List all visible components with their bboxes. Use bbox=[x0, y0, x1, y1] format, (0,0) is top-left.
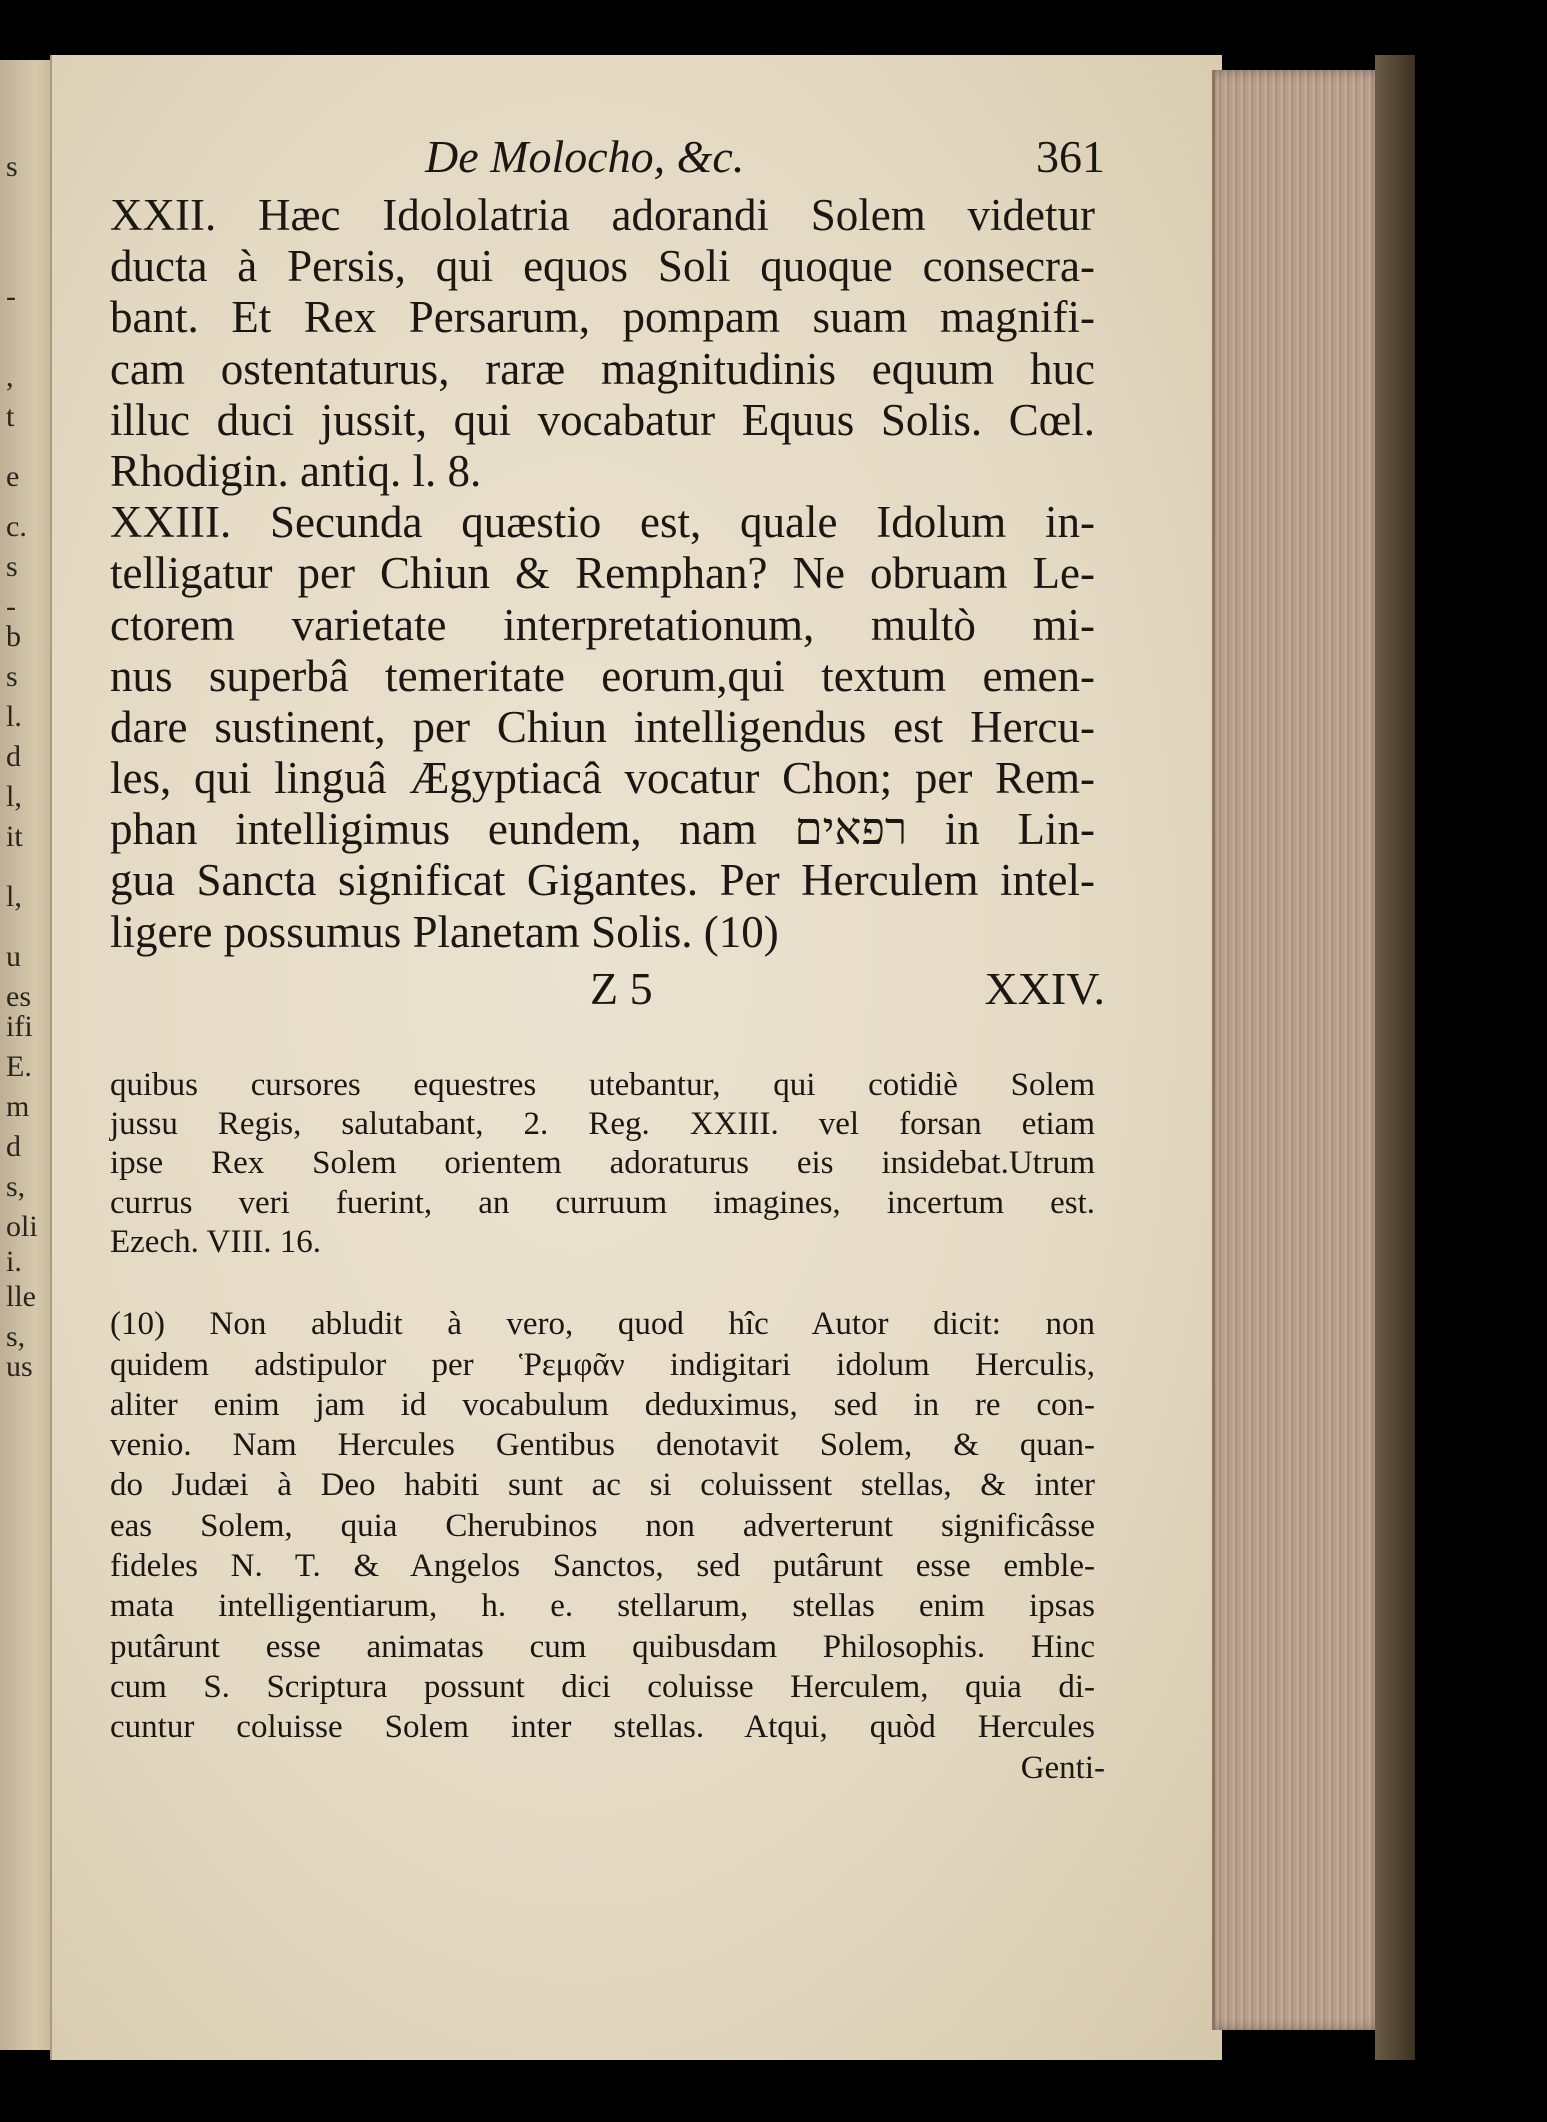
body-line: phan intelligimus eundem, nam רפאים in Lin- bbox=[110, 804, 1095, 855]
note-line: ipse Rex Solem orientem adoraturus eis insidebat.Utrum bbox=[110, 1145, 1095, 1182]
signature-line bbox=[110, 958, 1105, 1018]
note-line: quibus cursores equestres utebantur, qui cotidiè Solem bbox=[110, 1066, 1095, 1103]
facing-page-fragment: u bbox=[6, 940, 21, 973]
body-line: XXIII. Secunda quæstio est, quale Idolum in- bbox=[110, 497, 1095, 548]
facing-page-fragment: - bbox=[6, 590, 16, 623]
facing-page-fragment: oli bbox=[6, 1210, 38, 1243]
note-line: venio. Nam Hercules Gentibus denotavit Solem, & quan- bbox=[110, 1427, 1095, 1464]
facing-page-fragment: l, bbox=[6, 880, 22, 913]
note-line: aliter enim jam id vocabulum deduximus, sed in re con- bbox=[110, 1386, 1095, 1423]
footnote-10 bbox=[110, 1304, 1105, 1787]
footnote-continuation bbox=[110, 1066, 1095, 1262]
facing-page-fragment: d bbox=[6, 1130, 21, 1163]
facing-page-fragment: i. bbox=[6, 1245, 22, 1278]
facing-page-fragment: s bbox=[6, 150, 18, 183]
note-line: putârunt esse animatas cum quibusdam Philosophis. Hinc bbox=[110, 1628, 1095, 1665]
body-line: les, qui linguâ Ægyptiacâ vocatur Chon; per Rem- bbox=[110, 753, 1095, 804]
note-line: cuntur coluisse Solem inter stellas. Atqui, quòd Hercules bbox=[110, 1709, 1095, 1746]
body-line: Rhodigin. antiq. l. 8. bbox=[110, 445, 482, 496]
facing-page-fragment: lle bbox=[6, 1280, 36, 1313]
note-line: mata intelligentiarum, h. e. stellarum, stellas enim ipsas bbox=[110, 1588, 1095, 1625]
note-line: jussu Regis, salutabant, 2. Reg. XXIII. vel forsan etiam bbox=[110, 1106, 1095, 1143]
note-line: currus veri fuerint, an curruum imagines, incertum est. bbox=[110, 1184, 1095, 1221]
page-text bbox=[110, 130, 1105, 1788]
body-line: telligatur per Chiun & Remphan? Ne obruam Le- bbox=[110, 548, 1095, 599]
body-line: bant. Et Rex Persarum, pompam suam magnifi- bbox=[110, 292, 1095, 343]
facing-page-fragment: us bbox=[6, 1350, 33, 1383]
note-line: Ezech. VIII. 16. bbox=[110, 1224, 322, 1260]
body-line: ligere possumus Planetam Solis. (10) bbox=[110, 906, 779, 957]
facing-page-fragment: m bbox=[6, 1090, 30, 1123]
page-number: 361 bbox=[1036, 131, 1105, 182]
facing-page-fragment: s, bbox=[6, 1170, 26, 1203]
body-line: gua Sancta significat Gigantes. Per Herculem intel- bbox=[110, 855, 1095, 906]
running-head: De Molocho, &c. bbox=[425, 131, 745, 182]
body-line: ctorem varietate interpretationum, multò mi- bbox=[110, 599, 1095, 650]
facing-page-fragment: ifi bbox=[6, 1010, 33, 1043]
facing-page-fragment: E. bbox=[6, 1050, 32, 1083]
facing-page-fragment: s bbox=[6, 550, 18, 583]
facing-page-fragment: , bbox=[6, 360, 14, 393]
catchword-bottom: Genti- bbox=[1020, 1749, 1105, 1786]
body-line: XXII. Hæc Idololatria adorandi Solem videtur bbox=[110, 190, 1095, 240]
main-text bbox=[110, 190, 1095, 958]
body-line: ducta à Persis, qui equos Soli quoque consecra- bbox=[110, 241, 1095, 292]
note-line: fideles N. T. & Angelos Sanctos, sed putârunt esse emble- bbox=[110, 1548, 1095, 1585]
facing-page-fragment: - bbox=[6, 280, 16, 313]
body-line: dare sustinent, per Chiun intelligendus est Hercu- bbox=[110, 701, 1095, 752]
book-cover-edge bbox=[1375, 55, 1415, 2060]
facing-page-fragment: es bbox=[6, 980, 31, 1013]
facing-page-fragment: l, bbox=[6, 780, 22, 813]
facing-page-fragment: it bbox=[6, 820, 23, 853]
facing-page-fragment: b bbox=[6, 620, 21, 653]
facing-page-fragment: c. bbox=[6, 510, 27, 543]
facing-page-fragment: d bbox=[6, 740, 21, 773]
body-line: illuc duci jussit, qui vocabatur Equus Solis. Cœl. bbox=[110, 394, 1095, 445]
page-header bbox=[110, 130, 1105, 190]
note-line: (10) Non abludit à vero, quod hîc Autor dicit: non bbox=[110, 1306, 1095, 1343]
facing-page-fragment: l. bbox=[6, 700, 22, 733]
facing-page-letters bbox=[2, 60, 48, 2050]
note-line: do Judæi à Deo habiti sunt ac si coluissent stellas, & inter bbox=[110, 1467, 1095, 1504]
note-line: cum S. Scriptura possunt dici coluisse Herculem, quia di- bbox=[110, 1668, 1095, 1705]
note-line: eas Solem, quia Cherubinos non adverterunt significâsse bbox=[110, 1507, 1095, 1544]
facing-page-fragment: s, bbox=[6, 1320, 26, 1353]
catchword: XXIV. bbox=[984, 962, 1105, 1014]
body-line: cam ostentaturus, raræ magnitudinis equum huc bbox=[110, 343, 1095, 394]
facing-page-fragment: e bbox=[6, 460, 20, 493]
facing-page-fragment: s bbox=[6, 660, 18, 693]
note-line: quidem adstipulor per Ῥεμφᾶν indigitari idolum Herculis, bbox=[110, 1346, 1095, 1383]
facing-page-edge bbox=[0, 60, 50, 2050]
signature-mark: Z 5 bbox=[590, 962, 653, 1014]
body-line: nus superbâ temeritate eorum,qui textum emen- bbox=[110, 650, 1095, 701]
page-block-edge bbox=[1212, 70, 1385, 2030]
facing-page-fragment: t bbox=[6, 400, 15, 433]
